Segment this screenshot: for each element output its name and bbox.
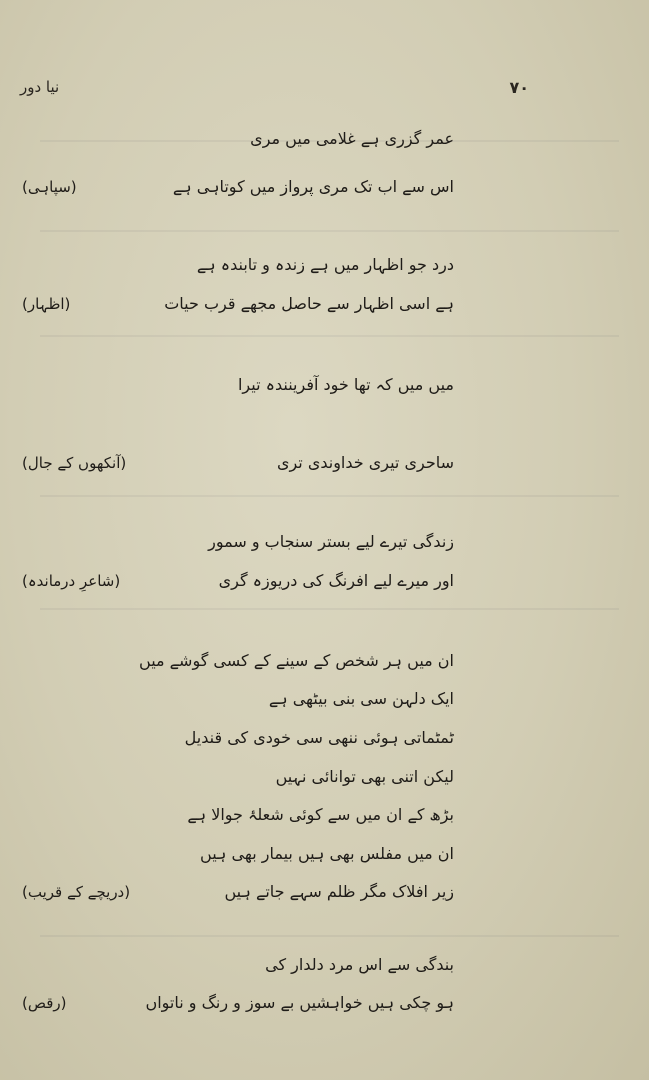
- verse-text: بندگی سے اس مرد دلدار کی: [265, 955, 454, 974]
- poem-title-tag: (آنکھوں کے جال): [22, 454, 127, 472]
- verse-text: لیکن اتنی بھی توانائی نہیں: [275, 767, 454, 786]
- verse-line: [0, 527, 649, 557]
- verse-text: ٹمٹماتی ہوئی ننھی سی خودی کی قندیل: [184, 728, 454, 747]
- bleed-through-line: [40, 230, 619, 232]
- poem-title-tag: (رقص): [22, 994, 67, 1012]
- verse-line: [0, 839, 649, 869]
- verse-line: [0, 684, 649, 714]
- page-header: [0, 78, 649, 108]
- poem-title-tag: (اظہار): [22, 295, 71, 313]
- verse-text: زندگی تیرے لیے بستر سنجاب و سمور: [208, 532, 454, 551]
- verse-line: [0, 646, 649, 676]
- verse-text: درد جو اظہار میں ہے زندہ و تابندہ ہے: [196, 255, 454, 274]
- verse-text: اس سے اب تک مری پرواز میں کوتاہی ہے: [172, 177, 454, 196]
- bleed-through-line: [40, 608, 619, 610]
- verse-text: ان میں مفلس بھی ہیں بیمار بھی ہیں: [200, 844, 454, 863]
- verse-text: ہو چکی ہیں خواہشیں بے سوز و رنگ و ناتواں: [145, 993, 454, 1012]
- poem-title-tag: (دریچے کے قریب): [22, 883, 131, 901]
- verse-text: ساحری تیری خداوندی تری: [276, 453, 454, 472]
- verse-line: [0, 877, 649, 907]
- running-head: نیا دور: [20, 78, 60, 96]
- verse-line: [0, 950, 649, 980]
- bleed-through-line: [40, 935, 619, 937]
- verse-line: [0, 800, 649, 830]
- verse-text: ایک دلہن سی بنی بیٹھی ہے: [268, 689, 454, 708]
- verse-text: اور میرے لیے افرنگ کی دریوزہ گری: [218, 571, 454, 590]
- verse-text: زیر افلاک مگر ظلم سہے جاتے ہیں: [224, 882, 454, 901]
- verse-line: [0, 762, 649, 792]
- verse-line: [0, 289, 649, 319]
- verse-text: ان میں ہر شخص کے سینے کے کسی گوشے میں: [139, 651, 454, 670]
- verse-line: [0, 448, 649, 478]
- verse-line: [0, 124, 649, 154]
- verse-line: [0, 172, 649, 202]
- verse-line: [0, 370, 649, 400]
- verse-text: میں میں کہ تھا خود آفرینندہ تیرا: [237, 375, 454, 394]
- bleed-through-line: [40, 495, 619, 497]
- bleed-through-line: [40, 335, 619, 337]
- verse-line: [0, 988, 649, 1018]
- page-number: ۷۰: [509, 78, 529, 97]
- verse-line: [0, 566, 649, 596]
- verse-text: عمر گزری ہے غلامی میں مری: [250, 129, 454, 148]
- poem-title-tag: (شاعرِ درماندہ): [22, 572, 121, 590]
- verse-text: بڑھ کے ان میں سے کوئی شعلۂ جوالا ہے: [187, 805, 454, 824]
- poem-title-tag: (سپاہی): [22, 178, 77, 196]
- verse-line: [0, 723, 649, 753]
- verse-text: ہے اسی اظہار سے حاصل مجھے قرب حیات: [164, 294, 454, 313]
- verse-line: [0, 250, 649, 280]
